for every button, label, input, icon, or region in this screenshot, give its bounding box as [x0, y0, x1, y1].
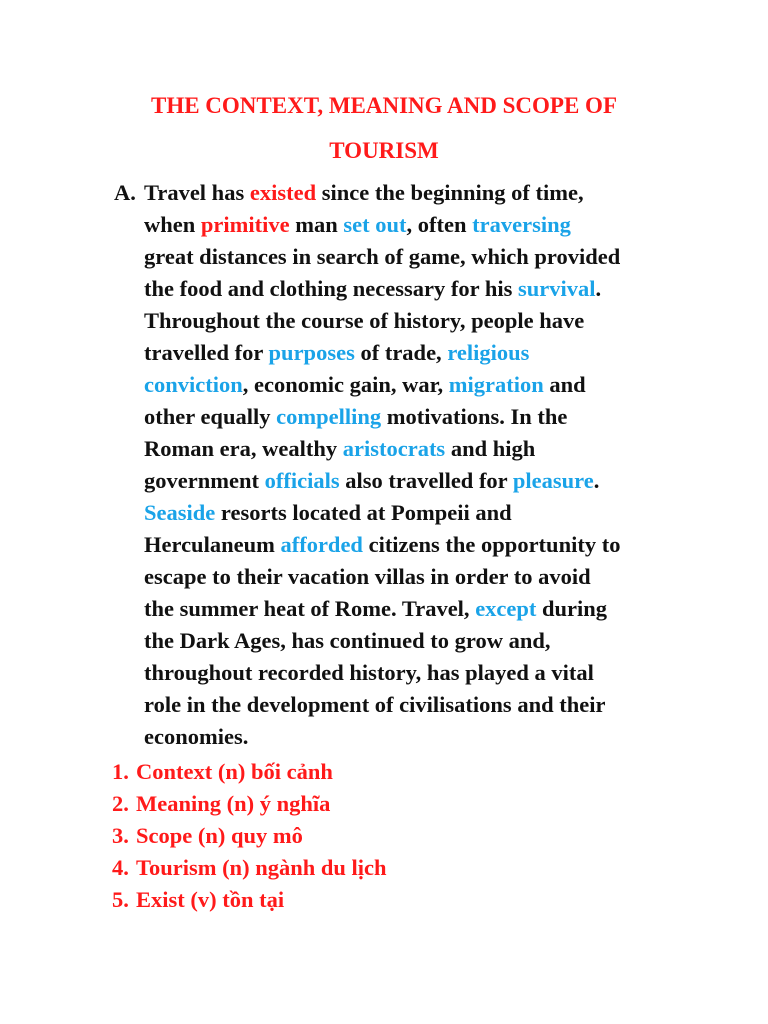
- text-run: motivations. In the: [381, 404, 568, 429]
- highlighted-word-blue: survival: [517, 276, 596, 301]
- highlighted-word-blue: aristocrats: [342, 436, 446, 461]
- highlighted-word-blue: except: [475, 596, 537, 621]
- paragraph-line: [144, 561, 704, 593]
- text-run: Roman era, wealthy: [144, 436, 343, 461]
- text-run: Travel has: [144, 180, 250, 205]
- text-run: resorts located at Pompeii and: [215, 500, 512, 525]
- vocabulary-number: 4.: [112, 855, 129, 880]
- page-title-line-2: TOURISM: [329, 138, 439, 163]
- highlighted-word-red: primitive: [200, 212, 290, 237]
- highlighted-word-blue: conviction: [144, 372, 243, 397]
- text-run: travelled for: [144, 340, 269, 365]
- paragraph-line: [144, 305, 704, 337]
- text-run: other equally: [144, 404, 277, 429]
- paragraph-line: [144, 273, 704, 305]
- text-run: .: [593, 468, 600, 493]
- highlighted-word-blue: afforded: [280, 532, 363, 557]
- text-run: great distances in search of game, which provided: [144, 244, 621, 269]
- vocabulary-item: [112, 788, 387, 820]
- text-run: economies.: [144, 724, 249, 749]
- vocabulary-item: [112, 820, 387, 852]
- paragraph-line: [144, 401, 704, 433]
- vocabulary-number: 5.: [112, 887, 129, 912]
- highlighted-word-blue: set out: [343, 212, 407, 237]
- vocabulary-text: Context (n) bối cảnh: [136, 759, 333, 784]
- text-run: government: [144, 468, 265, 493]
- paragraph-line: [144, 209, 704, 241]
- text-run: citizens the opportunity to: [362, 532, 621, 557]
- text-run: when: [144, 212, 201, 237]
- page-title-line-1: THE CONTEXT, MEANING AND SCOPE OF: [150, 93, 617, 118]
- text-run: .: [595, 276, 602, 301]
- text-run: the Dark Ages, has continued to grow and,: [144, 628, 551, 653]
- highlighted-word-blue: religious: [447, 340, 530, 365]
- vocabulary-number: 3.: [112, 823, 129, 848]
- text-run: and: [543, 372, 586, 397]
- paragraph-line: [144, 721, 704, 753]
- highlighted-word-blue: purposes: [268, 340, 355, 365]
- highlighted-word-blue: Seaside: [144, 500, 216, 525]
- paragraph-line: [144, 689, 704, 721]
- paragraph-line: [144, 497, 704, 529]
- text-run: Herculaneum: [144, 532, 281, 557]
- paragraph-line: [144, 433, 704, 465]
- paragraph-line: [144, 369, 704, 401]
- highlighted-word-blue: officials: [264, 468, 340, 493]
- body-paragraph: [144, 177, 704, 753]
- paragraph-line: [144, 177, 704, 209]
- vocabulary-text: Exist (v) tồn tại: [136, 887, 285, 912]
- vocabulary-number: 1.: [112, 759, 129, 784]
- paragraph-line: [144, 593, 704, 625]
- paragraph-line: [144, 241, 704, 273]
- text-run: the summer heat of Rome. Travel,: [144, 596, 476, 621]
- text-run: and high: [445, 436, 536, 461]
- vocabulary-item: [112, 884, 387, 916]
- paragraph-line: [144, 529, 704, 561]
- text-run: man: [289, 212, 344, 237]
- paragraph-line: [144, 657, 704, 689]
- paragraph-line: [144, 625, 704, 657]
- text-run: escape to their vacation villas in order to avoid: [144, 564, 591, 589]
- text-run: Throughout the course of history, people have: [144, 308, 585, 333]
- vocabulary-item: [112, 852, 387, 884]
- vocabulary-number: 2.: [112, 791, 129, 816]
- text-run: the food and clothing necessary for his: [144, 276, 518, 301]
- text-run: also travelled for: [339, 468, 513, 493]
- text-run: throughout recorded history, has played a vital: [144, 660, 594, 685]
- highlighted-word-blue: traversing: [472, 212, 571, 237]
- highlighted-word-blue: migration: [448, 372, 544, 397]
- vocabulary-text: Meaning (n) ý nghĩa: [136, 791, 331, 816]
- highlighted-word-red: existed: [249, 180, 317, 205]
- text-run: , often: [406, 212, 473, 237]
- vocabulary-text: Scope (n) quy mô: [136, 823, 303, 848]
- highlighted-word-blue: pleasure: [512, 468, 594, 493]
- paragraph-line: [144, 465, 704, 497]
- text-run: , economic gain, war,: [242, 372, 449, 397]
- paragraph-line: [144, 337, 704, 369]
- text-run: during: [536, 596, 608, 621]
- section-marker: A.: [114, 180, 136, 205]
- text-run: of trade,: [354, 340, 448, 365]
- text-run: role in the development of civilisations and their: [144, 692, 606, 717]
- vocabulary-list: [112, 756, 387, 916]
- vocabulary-item: [112, 756, 387, 788]
- text-run: since the beginning of time,: [316, 180, 584, 205]
- highlighted-word-blue: compelling: [276, 404, 382, 429]
- vocabulary-text: Tourism (n) ngành du lịch: [136, 855, 387, 880]
